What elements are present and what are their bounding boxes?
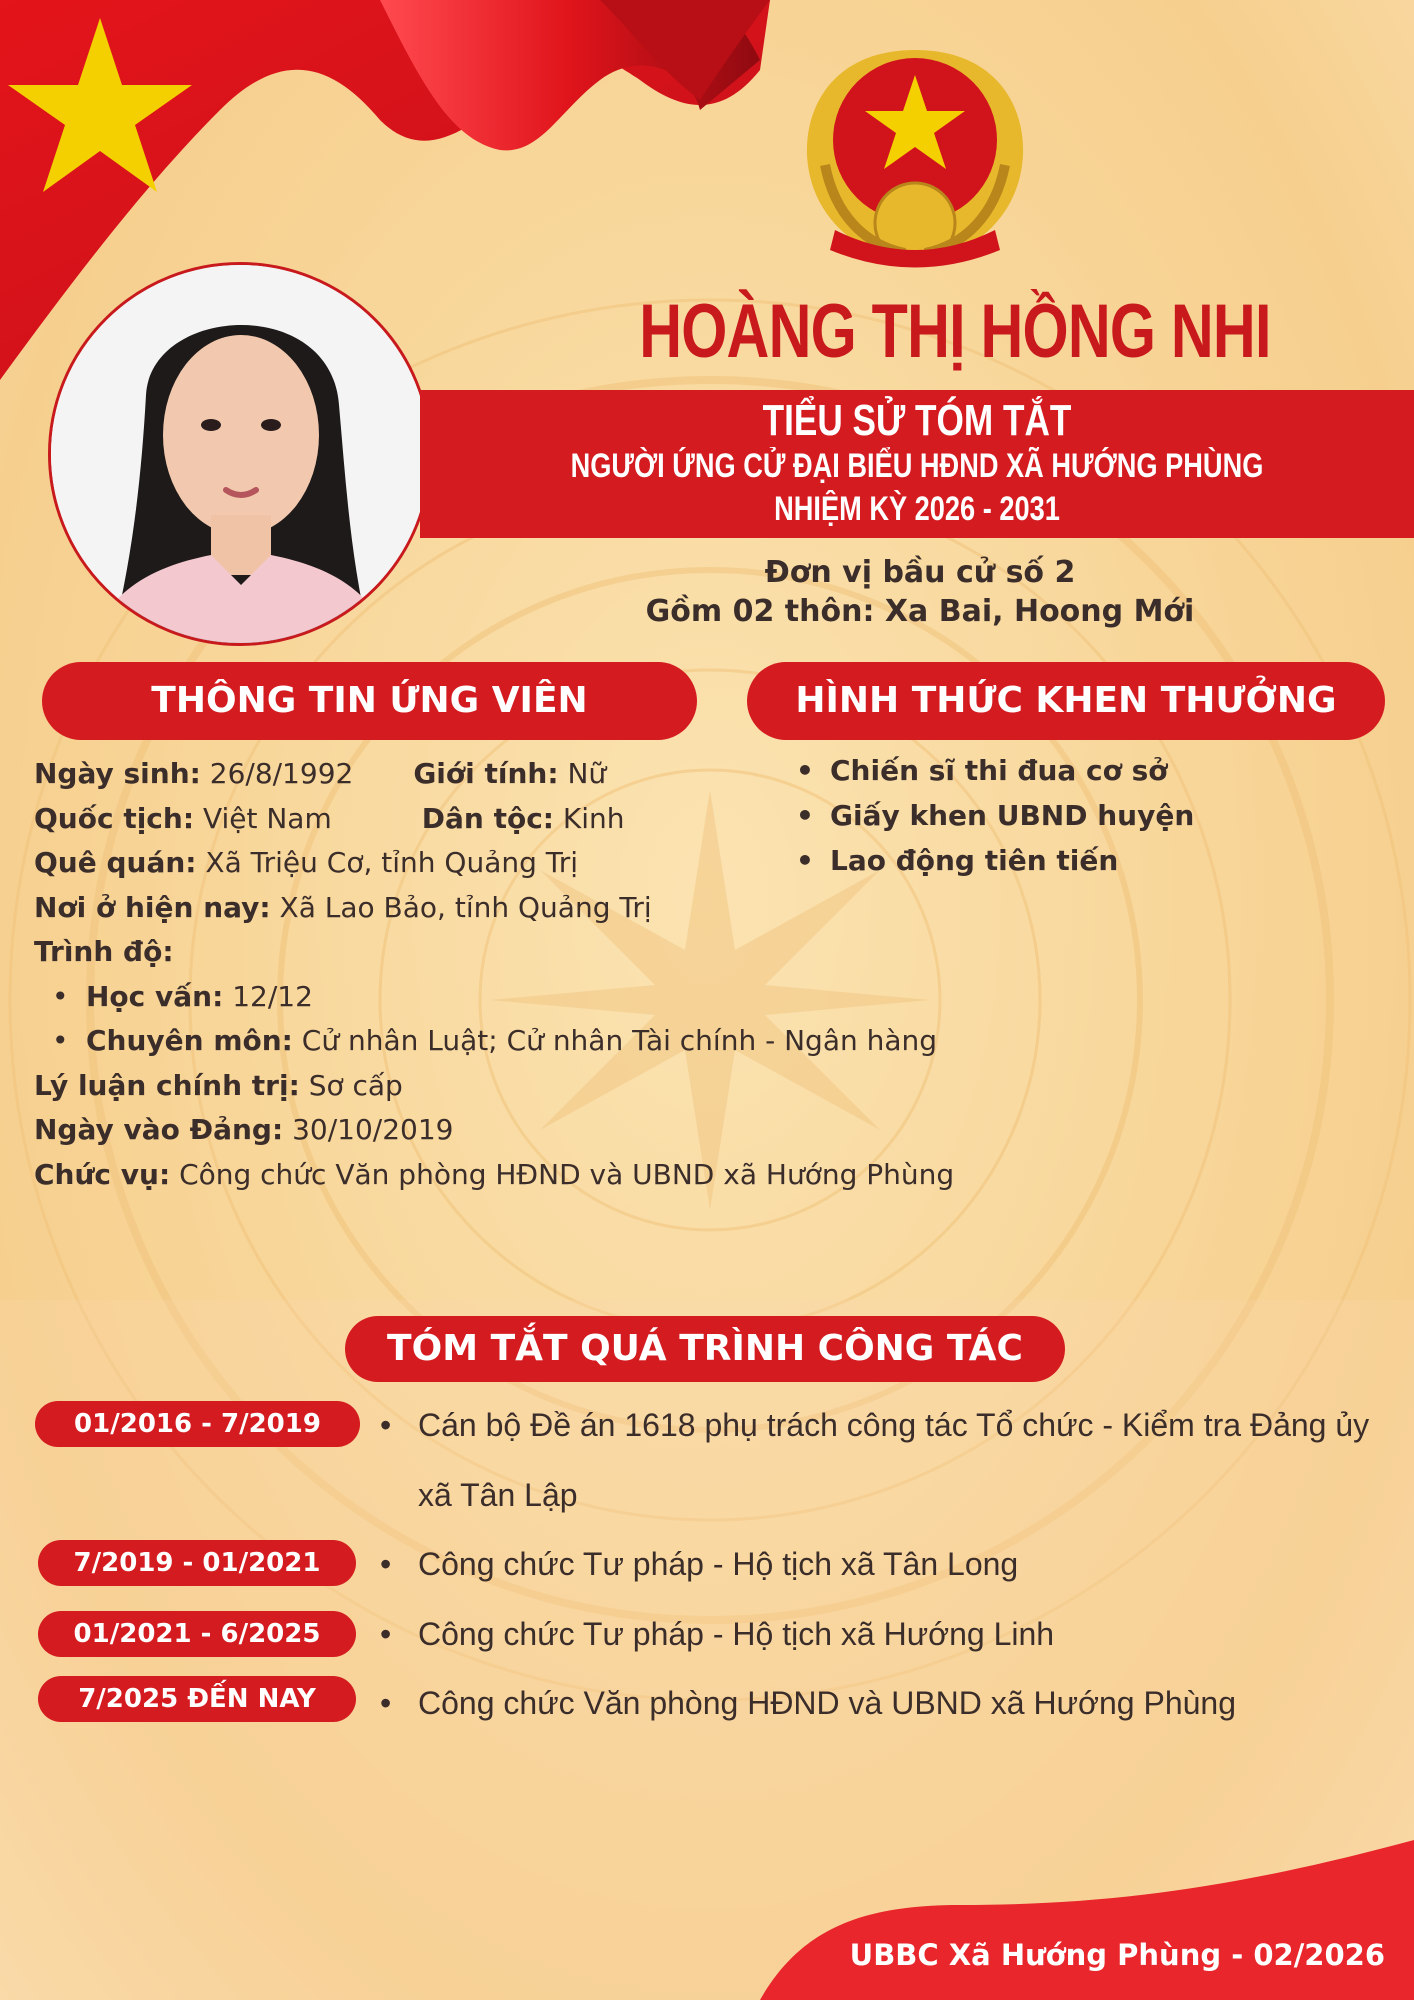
- award-item: • Lao động tiên tiến: [792, 838, 1392, 883]
- ethnicity-label: Dân tộc:: [421, 801, 554, 835]
- banner-title: TIỂU SỬ TÓM TẮT: [762, 396, 1072, 445]
- section-title-awards: HÌNH THỨC KHEN THƯỞNG: [747, 662, 1385, 740]
- work-item: [380, 1599, 1390, 1669]
- electoral-unit: Đơn vị bầu cử số 2: [764, 555, 1076, 590]
- info-row-level: [34, 930, 1084, 975]
- candidate-photo: [48, 262, 432, 646]
- education-value: 12/12: [232, 979, 313, 1013]
- nationality-label: Quốc tịch:: [34, 801, 195, 835]
- national-emblem: [795, 45, 1035, 280]
- work-item: [380, 1529, 1390, 1599]
- politics-label: Lý luận chính trị:: [34, 1068, 300, 1102]
- nationality-value: Việt Nam: [202, 801, 332, 835]
- ethnicity-value: Kinh: [562, 801, 625, 835]
- info-row-residence: [34, 886, 1084, 931]
- work-item: [380, 1390, 1390, 1530]
- hometown-value: Xã Triệu Cơ, tỉnh Quảng Trị: [205, 846, 579, 879]
- work-period-badge: 01/2016 - 7/2019: [35, 1401, 360, 1447]
- work-description: Công chức Tư pháp - Hộ tịch xã Tân Long: [418, 1546, 1019, 1582]
- work-period-badge: 7/2019 - 01/2021: [38, 1540, 356, 1586]
- bullet-icon: •: [380, 1546, 392, 1582]
- electoral-villages: Gồm 02 thôn: Xa Bai, Hoong Mới: [645, 594, 1195, 629]
- residence-label: Nơi ở hiện nay:: [34, 890, 271, 924]
- info-row-politics: [34, 1064, 1084, 1109]
- gender-value: Nữ: [567, 757, 607, 790]
- dob-value: 26/8/1992: [209, 757, 354, 790]
- party-label: Ngày vào Đảng:: [34, 1113, 284, 1146]
- work-description: Công chức Văn phòng HĐND và UBND xã Hướng Phùng: [418, 1685, 1236, 1721]
- info-row-party: [34, 1108, 1084, 1153]
- candidate-name: HOÀNG THỊ HỒNG NHI: [639, 289, 1271, 374]
- footer-credit: UBBC Xã Hướng Phùng - 02/2026: [849, 1938, 1385, 1972]
- dob-label: Ngày sinh:: [34, 757, 201, 790]
- position-value: Công chức Văn phòng HĐND và UBND xã Hướng Phùng: [179, 1157, 955, 1191]
- banner-subtitle: NGƯỜI ỨNG CỬ ĐẠI BIỂU HĐND XÃ HƯỚNG PHÙNG: [570, 447, 1264, 485]
- info-row-position: [34, 1153, 1084, 1198]
- work-item: [380, 1668, 1390, 1738]
- award-item: • Giấy khen UBND huyện: [792, 793, 1392, 838]
- party-value: 30/10/2019: [292, 1113, 454, 1146]
- gender-label: Giới tính:: [413, 757, 559, 790]
- work-period-badge: 7/2025 ĐẾN NAY: [38, 1676, 356, 1722]
- banner-term: NHIỆM KỲ 2026 - 2031: [774, 490, 1060, 528]
- bullet-icon: •: [380, 1616, 392, 1652]
- section-title-info: THÔNG TIN ỨNG VIÊN: [42, 662, 697, 740]
- politics-value: Sơ cấp: [308, 1068, 403, 1102]
- work-description: Công chức Tư pháp - Hộ tịch xã Hướng Linh: [418, 1616, 1055, 1652]
- residence-value: Xã Lao Bảo, tỉnh Quảng Trị: [279, 890, 652, 924]
- section-title-work: TÓM TẮT QUÁ TRÌNH CÔNG TÁC: [345, 1316, 1065, 1382]
- work-description: Cán bộ Đề án 1618 phụ trách công tác Tổ chức - Kiểm tra Đảng ủy xã Tân Lập: [418, 1407, 1370, 1513]
- info-row-education: [34, 975, 1084, 1020]
- position-label: Chức vụ:: [34, 1157, 171, 1191]
- hometown-label: Quê quán:: [34, 846, 197, 879]
- bullet-icon: •: [380, 1685, 392, 1721]
- work-period-badge: 01/2021 - 6/2025: [38, 1611, 356, 1657]
- awards-list: [792, 748, 1392, 883]
- level-label: Trình độ:: [34, 935, 174, 968]
- bullet-icon: •: [380, 1407, 392, 1443]
- specialty-value: Cử nhân Luật; Cử nhân Tài chính - Ngân hàng: [301, 1024, 938, 1057]
- info-row-specialty: [34, 1019, 1084, 1064]
- education-label: Học vấn:: [86, 979, 224, 1013]
- award-item: • Chiến sĩ thi đua cơ sở: [792, 748, 1392, 793]
- title-banner: [420, 390, 1414, 538]
- specialty-label: Chuyên môn:: [86, 1024, 293, 1057]
